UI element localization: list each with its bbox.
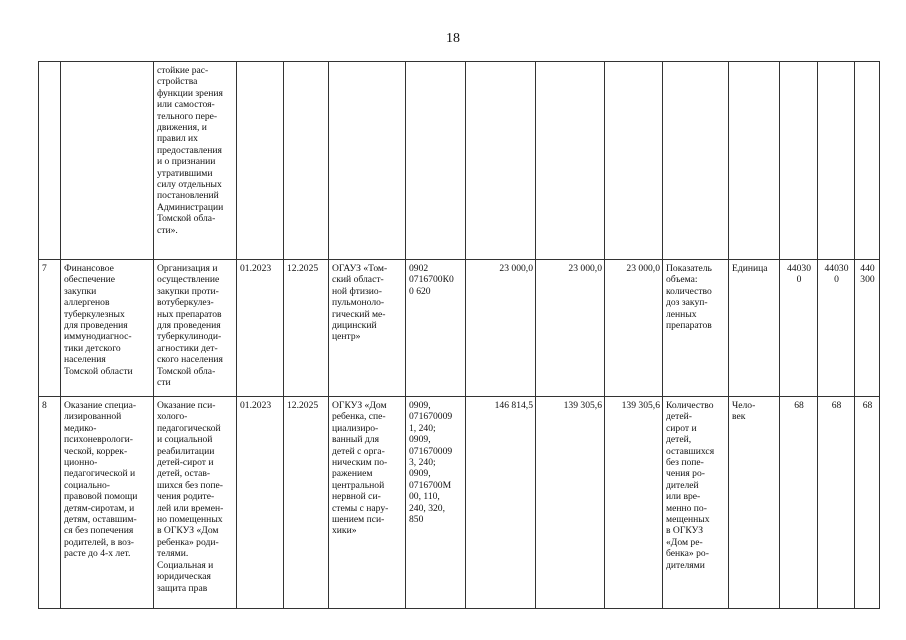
cell-line: но помещенных: [157, 514, 223, 526]
cell-amount-year-1: [466, 62, 536, 260]
table-row: [39, 260, 880, 397]
cell-line: вотуберкулез-: [157, 297, 214, 309]
cell-line: Томской обла-: [157, 365, 216, 377]
cell-line: осуществление: [157, 274, 220, 286]
cell-line: 0909,: [409, 400, 431, 411]
cell-line: шением пси-: [332, 514, 385, 526]
cell-line: постановлений: [157, 190, 219, 202]
cell-line: циализиро-: [332, 422, 379, 434]
cell-line: ребенка, спе-: [332, 411, 386, 423]
cell-line: аллергенов: [64, 297, 110, 309]
cell-line: холого-: [157, 411, 188, 423]
cell-line: телями.: [157, 548, 189, 560]
cell-line: детей с орга-: [332, 445, 385, 457]
cell-line: ных препаратов: [157, 308, 222, 320]
cell-line: Чело-: [732, 400, 756, 411]
cell-line: ского населения: [157, 354, 223, 366]
cell-line: педагогической и: [64, 468, 136, 480]
cell-line: Количество: [666, 400, 714, 411]
cell-line: для проведения: [64, 320, 128, 332]
cell-line: препаратов: [666, 320, 712, 332]
cell-line: закупки проти-: [157, 285, 219, 297]
cell-line: век: [732, 411, 746, 423]
cell-line: педагогической: [157, 422, 221, 434]
cell-line: стемы с нару-: [332, 502, 389, 514]
cell-line: для проведения: [157, 320, 221, 332]
cell-unit: [729, 260, 780, 397]
page-number: 18: [446, 31, 460, 46]
cell-amount-year-3: 139 305,6: [605, 397, 663, 609]
cell-line: ленных: [666, 308, 697, 320]
cell-line: закупки: [64, 285, 97, 297]
cell-line: 3, 240;: [409, 457, 436, 469]
cell-start-date: [237, 62, 284, 260]
cell-line: пульмоноло-: [332, 297, 385, 309]
cell-line: тельного пере-: [157, 110, 218, 122]
cell-line: ский област-: [332, 274, 384, 286]
cell-line: 300: [860, 274, 875, 286]
cell-line: Показатель: [666, 263, 712, 274]
cell-executor: [329, 397, 406, 609]
cell-line: 0: [834, 274, 839, 286]
cell-amount-year-1: 146 814,5: [466, 397, 536, 609]
cell-end-date: 12.2025: [284, 397, 329, 609]
cell-line: медико-: [64, 422, 97, 434]
cell-indicator-value-3: [855, 62, 880, 260]
cell-line: сти».: [157, 224, 178, 236]
table-body: [39, 62, 880, 609]
cell-line: Томской обла-: [157, 213, 216, 225]
cell-line: количество: [666, 285, 712, 297]
cell-line: 68: [794, 400, 804, 411]
cell-line: ческой, коррек-: [64, 445, 128, 457]
cell-line: 68: [831, 400, 842, 411]
cell-line: предоставления: [157, 144, 222, 156]
cell-line: туберкулиноди-: [157, 331, 222, 343]
cell-line: ребенка» роди-: [157, 536, 219, 548]
cell-line: без попе-: [666, 457, 704, 469]
program-activities-table: [38, 61, 880, 609]
cell-line: 00, 110,: [409, 491, 440, 503]
cell-line: Финансовое: [64, 263, 114, 274]
cell-activity-name: [61, 397, 154, 609]
cell-line: тики детского: [64, 342, 121, 354]
cell-line: менно по-: [666, 502, 707, 514]
cell-line: функции зрения: [157, 87, 223, 99]
cell-line: 44030: [824, 263, 849, 274]
cell-line: стройства: [157, 76, 198, 88]
cell-end-date: 12.2025: [284, 260, 329, 397]
cell-line: расте до 4-х лет.: [64, 548, 131, 560]
cell-line: силу отдельных: [157, 179, 222, 191]
cell-executor: [329, 260, 406, 397]
cell-start-date: 01.2023: [237, 260, 284, 397]
cell-line: ной фтизио-: [332, 285, 382, 297]
cell-indicator-value-3: [855, 260, 880, 397]
cell-line: детей,: [666, 434, 692, 446]
cell-line: чения ро-: [666, 468, 705, 480]
cell-line: 0716700К0: [409, 274, 454, 286]
cell-line: ванный для: [332, 434, 379, 446]
cell-line: иммунодиагнос-: [64, 331, 132, 343]
cell-line: правил их: [157, 133, 198, 145]
cell-line: ционно-: [64, 457, 98, 469]
cell-line: защита прав: [157, 582, 208, 594]
cell-line: 68: [862, 400, 873, 411]
cell-line: родителей, в воз-: [64, 536, 134, 548]
cell-line: мещенных: [666, 514, 710, 526]
cell-line: детей-: [666, 411, 692, 423]
table-row: [39, 397, 880, 609]
cell-line: туберкулезных: [64, 308, 125, 320]
cell-line: Администрации: [157, 201, 224, 213]
cell-line: обеспечение: [64, 274, 116, 286]
cell-line: детям, оставшим-: [64, 514, 137, 526]
cell-indicator: [663, 260, 729, 397]
cell-line: или самостоя-: [157, 99, 215, 111]
cell-indicator: [663, 397, 729, 609]
cell-end-date: [284, 62, 329, 260]
cell-line: агностики дет-: [157, 342, 218, 354]
cell-indicator-value-1: [780, 260, 818, 397]
cell-line: центральной: [332, 479, 385, 491]
cell-line: шихся без попе-: [157, 479, 223, 491]
cell-line: 0902: [409, 263, 429, 274]
cell-line: оставшихся: [666, 445, 715, 457]
cell-start-date: 01.2023: [237, 397, 284, 609]
cell-line: детей, остав-: [157, 468, 211, 480]
cell-activity-description: [154, 260, 237, 397]
cell-line: стойкие рас-: [157, 65, 209, 76]
cell-number: [39, 62, 61, 260]
cell-line: и о признании: [157, 156, 216, 168]
cell-line: детей-сирот и: [157, 457, 214, 469]
cell-line: детям-сиротам, и: [64, 502, 135, 514]
cell-line: центр»: [332, 331, 361, 343]
cell-line: гический ме-: [332, 308, 386, 320]
cell-line: Оказание специа-: [64, 400, 137, 411]
cell-line: или вре-: [666, 491, 701, 503]
cell-indicator-value-3: [855, 397, 880, 609]
cell-line: 0716700М: [409, 479, 452, 491]
cell-line: дителями: [666, 559, 705, 571]
cell-executor: [329, 62, 406, 260]
cell-line: 0909,: [409, 468, 431, 480]
cell-line: Оказание пси-: [157, 400, 216, 411]
cell-indicator-value-1: [780, 62, 818, 260]
cell-line: 0: [796, 274, 802, 286]
cell-number: 8: [39, 397, 61, 609]
cell-amount-year-2: 139 305,6: [536, 397, 605, 609]
cell-line: в ОГКУЗ «Дом: [157, 525, 219, 537]
cell-line: доз закуп-: [666, 297, 708, 309]
cell-line: психоневрологи-: [64, 434, 133, 446]
cell-activity-name: [61, 260, 154, 397]
cell-indicator-value-2: [818, 397, 855, 609]
cell-line: объема:: [666, 274, 698, 286]
cell-line: чения родите-: [157, 491, 215, 503]
cell-line: нервной си-: [332, 491, 381, 503]
cell-line: движения, и: [157, 122, 207, 134]
cell-amount-year-2: 23 000,0: [536, 260, 605, 397]
cell-line: социально-: [64, 479, 110, 491]
cell-line: и социальной: [157, 434, 213, 446]
cell-budget-code: [406, 62, 466, 260]
cell-line: бенка» ро-: [666, 548, 709, 560]
cell-budget-code: [406, 397, 466, 609]
cell-line: дителей: [666, 479, 699, 491]
cell-line: ОГКУЗ «Дом: [332, 400, 387, 411]
cell-activity-description: [154, 62, 237, 260]
cell-line: сти: [157, 377, 171, 389]
cell-line: ОГАУЗ «Том-: [332, 263, 388, 274]
cell-amount-year-1: 23 000,0: [466, 260, 536, 397]
cell-amount-year-3: [605, 62, 663, 260]
cell-line: 44030: [787, 263, 811, 274]
cell-line: правовой помощи: [64, 491, 138, 503]
cell-line: Социальная и: [157, 559, 214, 571]
cell-line: ражением: [332, 468, 373, 480]
cell-line: 071670009: [409, 411, 453, 423]
cell-line: лей или времен-: [157, 502, 224, 514]
cell-indicator-value-1: [780, 397, 818, 609]
cell-line: сирот и: [666, 422, 697, 434]
cell-activity-description: [154, 397, 237, 609]
cell-unit: [729, 62, 780, 260]
cell-line: утратившими: [157, 167, 213, 179]
cell-indicator-value-2: [818, 260, 855, 397]
cell-line: юридическая: [157, 571, 211, 583]
cell-line: ническим по-: [332, 457, 388, 469]
cell-amount-year-2: [536, 62, 605, 260]
table-row: [39, 62, 880, 260]
cell-line: 850: [409, 514, 424, 526]
cell-line: ся без попечения: [64, 525, 134, 537]
cell-line: «Дом ре-: [666, 536, 703, 548]
cell-line: населения: [64, 354, 106, 366]
cell-line: реабилитации: [157, 445, 215, 457]
cell-line: Томской области: [64, 365, 133, 377]
cell-indicator: [663, 62, 729, 260]
cell-line: 0909,: [409, 434, 431, 446]
cell-line: Организация и: [157, 263, 218, 274]
cell-line: хики»: [332, 525, 357, 537]
cell-line: в ОГКУЗ: [666, 525, 704, 537]
cell-line: 240, 320,: [409, 502, 445, 514]
cell-line: лизированной: [64, 411, 122, 423]
cell-line: дицинский: [332, 320, 377, 332]
cell-indicator-value-2: [818, 62, 855, 260]
cell-unit: [729, 397, 780, 609]
cell-number: 7: [39, 260, 61, 397]
cell-line: 1, 240;: [409, 422, 436, 434]
cell-line: 0 620: [409, 285, 431, 297]
cell-activity-name: [61, 62, 154, 260]
cell-budget-code: [406, 260, 466, 397]
cell-line: 071670009: [409, 445, 453, 457]
cell-line: Единица: [732, 263, 768, 274]
cell-amount-year-3: 23 000,0: [605, 260, 663, 397]
cell-line: 440: [860, 263, 875, 274]
